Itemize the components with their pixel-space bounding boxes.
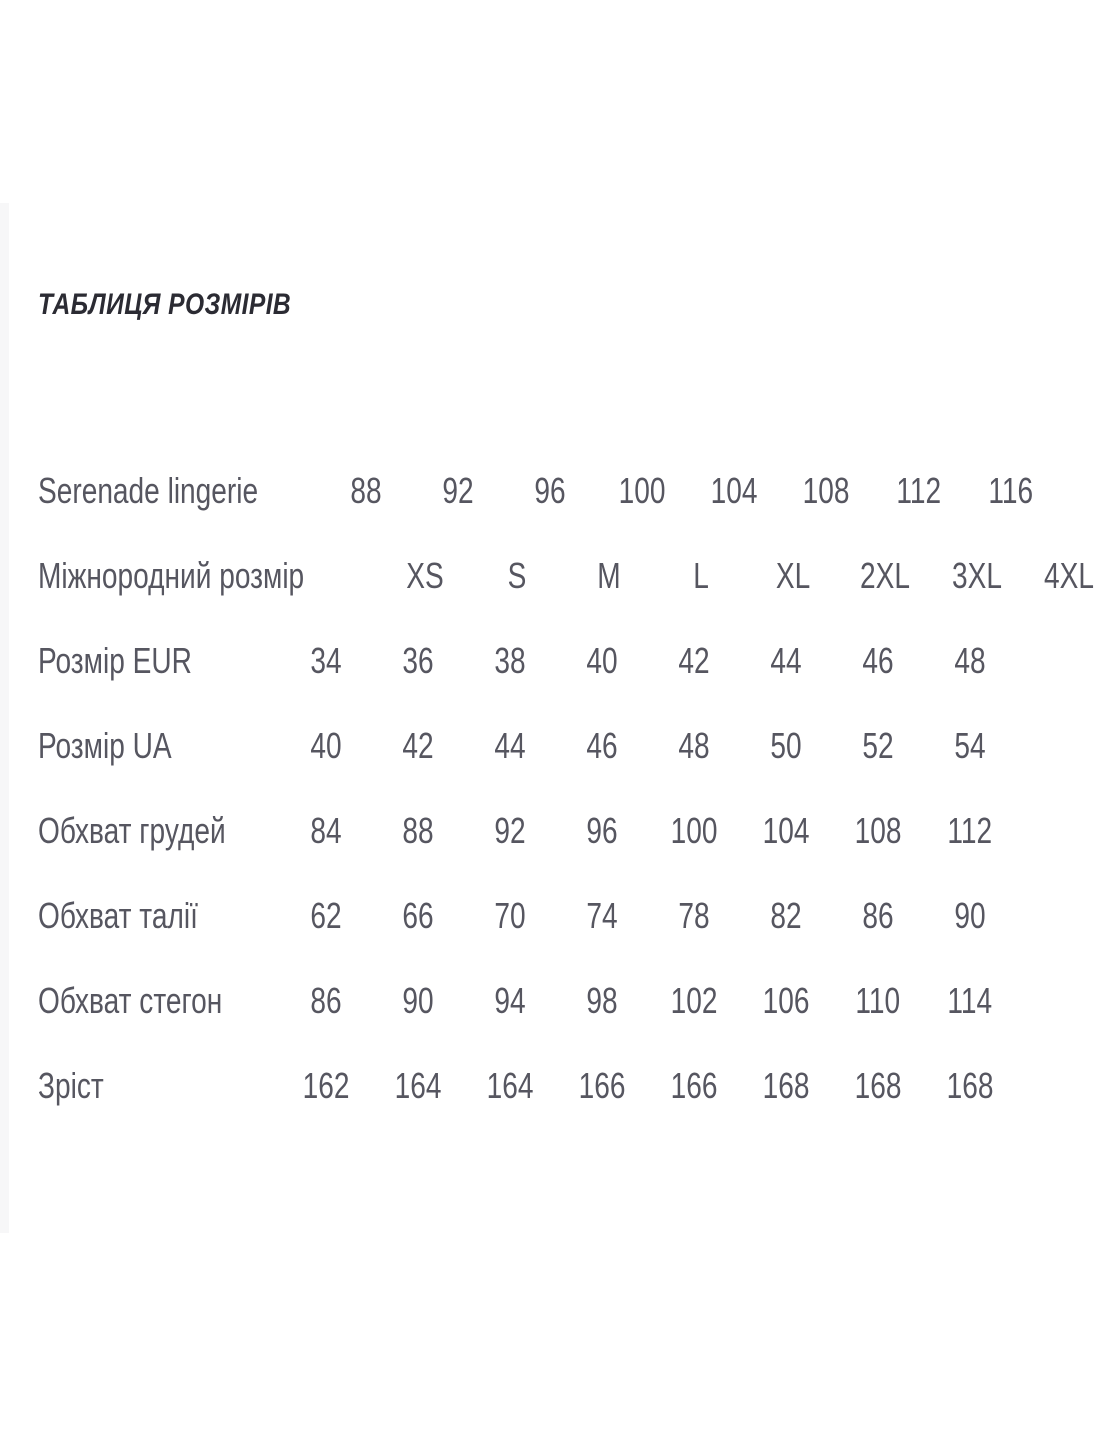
size-cell: [832, 725, 924, 767]
size-cell: [740, 640, 832, 682]
size-cell: [648, 980, 740, 1022]
size-cell-text: 44: [770, 639, 802, 681]
size-cell: [648, 895, 740, 937]
size-cell-text: 104: [710, 469, 758, 511]
size-cell-text: 108: [802, 469, 850, 511]
size-cell: [372, 980, 464, 1022]
size-cell: [924, 640, 1016, 682]
size-cell-text: 66: [402, 894, 434, 936]
size-cell: [280, 895, 372, 937]
size-table: [38, 448, 1095, 1128]
size-cell: [556, 895, 648, 937]
size-cell: [464, 895, 556, 937]
size-cell-text: 48: [954, 639, 986, 681]
size-cell: [464, 810, 556, 852]
row-label: [38, 1065, 280, 1107]
size-cell: [556, 640, 648, 682]
size-cell: [280, 980, 372, 1022]
size-cell: [464, 640, 556, 682]
size-cell-text: 48: [678, 724, 710, 766]
row-label-text: Обхват талії: [38, 894, 198, 936]
table-row: [38, 703, 1016, 788]
size-cell: [832, 980, 924, 1022]
size-cell: [280, 1065, 372, 1107]
page-title: [38, 288, 347, 321]
size-cell-text: 70: [494, 894, 526, 936]
size-cell-text: 102: [670, 979, 718, 1021]
row-label: [38, 980, 280, 1022]
size-cell: [556, 980, 648, 1022]
size-cell-text: L: [693, 554, 710, 596]
size-cell-text: 164: [394, 1064, 442, 1106]
size-cell: [740, 1065, 832, 1107]
size-cell-text: 40: [586, 639, 618, 681]
size-cell: [372, 895, 464, 937]
size-cell-text: 90: [402, 979, 434, 1021]
size-cell: [931, 555, 1023, 597]
size-cell-text: 94: [494, 979, 526, 1021]
size-cell-text: 82: [770, 894, 802, 936]
size-cell-text: 112: [947, 809, 993, 851]
size-cell: [379, 555, 471, 597]
size-cell: [648, 725, 740, 767]
size-cell-text: 44: [494, 724, 526, 766]
size-cell: [688, 470, 780, 512]
size-cell-text: 96: [586, 809, 618, 851]
size-cell: [556, 810, 648, 852]
size-cell: [924, 1065, 1016, 1107]
size-cell: [563, 555, 655, 597]
size-cell: [372, 725, 464, 767]
size-cell-text: 38: [494, 639, 526, 681]
table-row: [38, 618, 1016, 703]
size-cell: [280, 725, 372, 767]
size-cell-text: 62: [310, 894, 342, 936]
size-cell: [740, 810, 832, 852]
table-row: [38, 873, 1016, 958]
size-cell-text: 168: [946, 1064, 994, 1106]
size-cell: [464, 1065, 556, 1107]
size-cell-text: 74: [586, 894, 618, 936]
size-cell-text: 42: [678, 639, 710, 681]
size-cell: [839, 555, 931, 597]
size-cell: [471, 555, 563, 597]
size-cell-text: 162: [302, 1064, 350, 1106]
size-cell: [372, 810, 464, 852]
size-cell-text: 84: [310, 809, 342, 851]
row-label: [38, 555, 379, 597]
size-cell-text: 50: [770, 724, 802, 766]
size-cell-text: 3XL: [952, 554, 1003, 596]
size-cell-text: 100: [618, 469, 666, 511]
size-cell-text: 40: [310, 724, 342, 766]
size-cell-text: 34: [310, 639, 342, 681]
size-cell-text: 96: [534, 469, 566, 511]
row-label-text: Зріст: [38, 1064, 104, 1106]
size-cell: [924, 810, 1016, 852]
size-cell: [372, 640, 464, 682]
size-cell: [832, 895, 924, 937]
size-cell-text: 110: [855, 979, 901, 1021]
size-cell-text: 114: [947, 979, 993, 1021]
row-label-text: Обхват стегон: [38, 979, 223, 1021]
table-row: [38, 958, 1016, 1043]
size-cell: [924, 725, 1016, 767]
size-cell: [504, 470, 596, 512]
size-cell-text: 166: [670, 1064, 718, 1106]
table-row: [38, 788, 1016, 873]
size-cell-text: 90: [954, 894, 986, 936]
size-cell: [964, 470, 1056, 512]
table-row: [38, 448, 1033, 533]
row-label-text: Розмір EUR: [38, 639, 192, 681]
size-cell-text: 36: [402, 639, 434, 681]
size-cell: [1023, 555, 1115, 597]
size-cell: [412, 470, 504, 512]
size-cell-text: 168: [854, 1064, 902, 1106]
size-cell: [464, 980, 556, 1022]
size-cell-text: 106: [762, 979, 810, 1021]
size-cell: [780, 470, 872, 512]
size-cell-text: 2XL: [860, 554, 911, 596]
size-cell: [556, 725, 648, 767]
size-cell: [464, 725, 556, 767]
row-label: [38, 470, 320, 512]
row-label: [38, 640, 280, 682]
size-cell-text: 100: [670, 809, 718, 851]
size-cell: [320, 470, 412, 512]
size-cell-text: 52: [862, 724, 894, 766]
size-cell-text: 88: [350, 469, 382, 511]
size-cell: [832, 1065, 924, 1107]
table-row: [38, 1043, 1016, 1128]
size-cell-text: 164: [486, 1064, 534, 1106]
size-cell-text: 168: [762, 1064, 810, 1106]
row-label: [38, 810, 280, 852]
size-cell: [655, 555, 747, 597]
size-cell-text: 54: [954, 724, 986, 766]
size-cell-text: 166: [578, 1064, 626, 1106]
size-cell-text: 108: [854, 809, 902, 851]
row-label-text: Міжнородний розмір: [38, 554, 305, 596]
size-cell-text: 98: [586, 979, 618, 1021]
size-cell: [556, 1065, 648, 1107]
size-cell: [648, 810, 740, 852]
size-cell: [832, 810, 924, 852]
size-cell-text: 46: [862, 639, 894, 681]
size-cell: [648, 1065, 740, 1107]
size-cell: [280, 640, 372, 682]
size-cell: [648, 640, 740, 682]
size-cell: [740, 980, 832, 1022]
size-cell: [740, 895, 832, 937]
size-cell-text: 104: [762, 809, 810, 851]
size-cell-text: 86: [310, 979, 342, 1021]
size-cell-text: 116: [987, 469, 1033, 511]
row-label: [38, 725, 280, 767]
size-cell: [832, 640, 924, 682]
size-cell: [872, 470, 964, 512]
page-title-text: ТАБЛИЦЯ РОЗМІРІВ: [38, 288, 292, 321]
size-cell-text: 46: [586, 724, 618, 766]
size-cell-text: XS: [406, 554, 444, 596]
size-cell-text: 112: [895, 469, 941, 511]
size-cell-text: 92: [494, 809, 526, 851]
size-cell-text: XL: [776, 554, 811, 596]
size-cell-text: S: [507, 554, 527, 596]
size-cell-text: 92: [442, 469, 474, 511]
size-cell: [747, 555, 839, 597]
size-cell-text: 4XL: [1044, 554, 1095, 596]
row-label: [38, 895, 280, 937]
row-label-text: Розмір UA: [38, 724, 172, 766]
size-cell-text: M: [597, 554, 621, 596]
size-cell: [924, 980, 1016, 1022]
size-cell: [740, 725, 832, 767]
size-cell: [372, 1065, 464, 1107]
size-cell-text: 42: [402, 724, 434, 766]
size-cell-text: 78: [678, 894, 710, 936]
size-cell: [924, 895, 1016, 937]
size-cell: [596, 470, 688, 512]
row-label-text: Обхват грудей: [38, 809, 226, 851]
size-cell: [280, 810, 372, 852]
table-row: [38, 533, 1095, 618]
size-cell-text: 86: [862, 894, 894, 936]
size-cell-text: 88: [402, 809, 434, 851]
content-left-edge: [0, 203, 9, 1233]
row-label-text: Serenade lingerie: [38, 469, 259, 511]
